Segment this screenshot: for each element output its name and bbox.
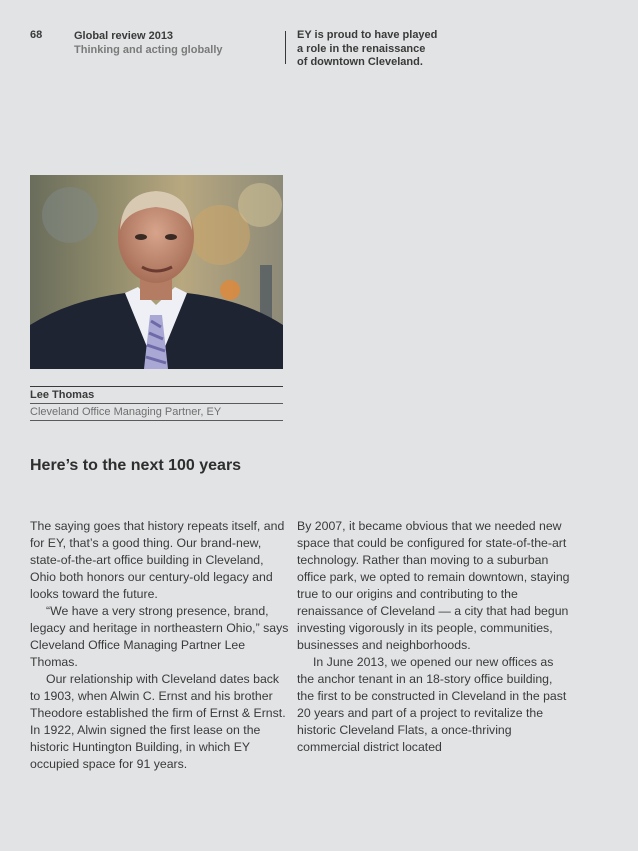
article-column-right (297, 518, 572, 756)
pullquote-line: a role in the renaissance (297, 42, 426, 55)
page-number: 68 (30, 29, 43, 41)
running-head (74, 29, 223, 57)
pullquote-line: of downtown Cleveland. (297, 56, 423, 68)
paragraph: In June 2013, we opened our new offices as the anchor tenant in an 18-story office building, the first to be constructed in Cleveland in the past 20 years and part of a project to revitalize the historic Cleveland Flats, a once-thriving commercial district located (297, 655, 567, 754)
caption-title: Cleveland Office Managing Partner, EY (30, 406, 222, 418)
pullquote-line: EY is proud to have played (297, 29, 438, 41)
header-divider (285, 31, 286, 64)
caption-name: Lee Thomas (30, 389, 95, 401)
article-headline: Here’s to the next 100 years (30, 457, 242, 474)
paragraph: The saying goes that history repeats itself, and for EY, that’s a good thing. Our brand-new, state-of-the-art office building in Cleveland, Ohio both honors our century-old legacy and looks toward the future. (30, 519, 285, 601)
paragraph: By 2007, it became obvious that we needed new space that could be configured for state-of-the-art technology. Rather than moving to a suburban office park, we opted to remain downtown, staying true to our origins and contributing to the renaissance of Cleveland — a city that had begun investing vigorously in its people, communities, businesses and neighborhoods. (297, 519, 570, 652)
portrait-photo (30, 175, 283, 369)
paragraph: “We have a very strong presence, brand, legacy and heritage in northeastern Ohio,” says Cleveland Office Managing Partner Lee Thomas. (30, 604, 289, 669)
paragraph: Our relationship with Cleveland dates back to 1903, when Alwin C. Ernst and his brother Theodore established the firm of Ernst & Ernst. In 1922, Alwin signed the first lease on the historic Huntington Building, in which EY occupied space for 91 years. (30, 672, 286, 771)
publication-title: Global review 2013 (74, 30, 174, 42)
section-title: Thinking and acting globally (74, 44, 223, 56)
caption-rule (30, 403, 283, 404)
article-column-left (30, 518, 292, 773)
caption-rule (30, 386, 283, 387)
pullquote (297, 29, 437, 70)
caption-rule (30, 420, 283, 421)
